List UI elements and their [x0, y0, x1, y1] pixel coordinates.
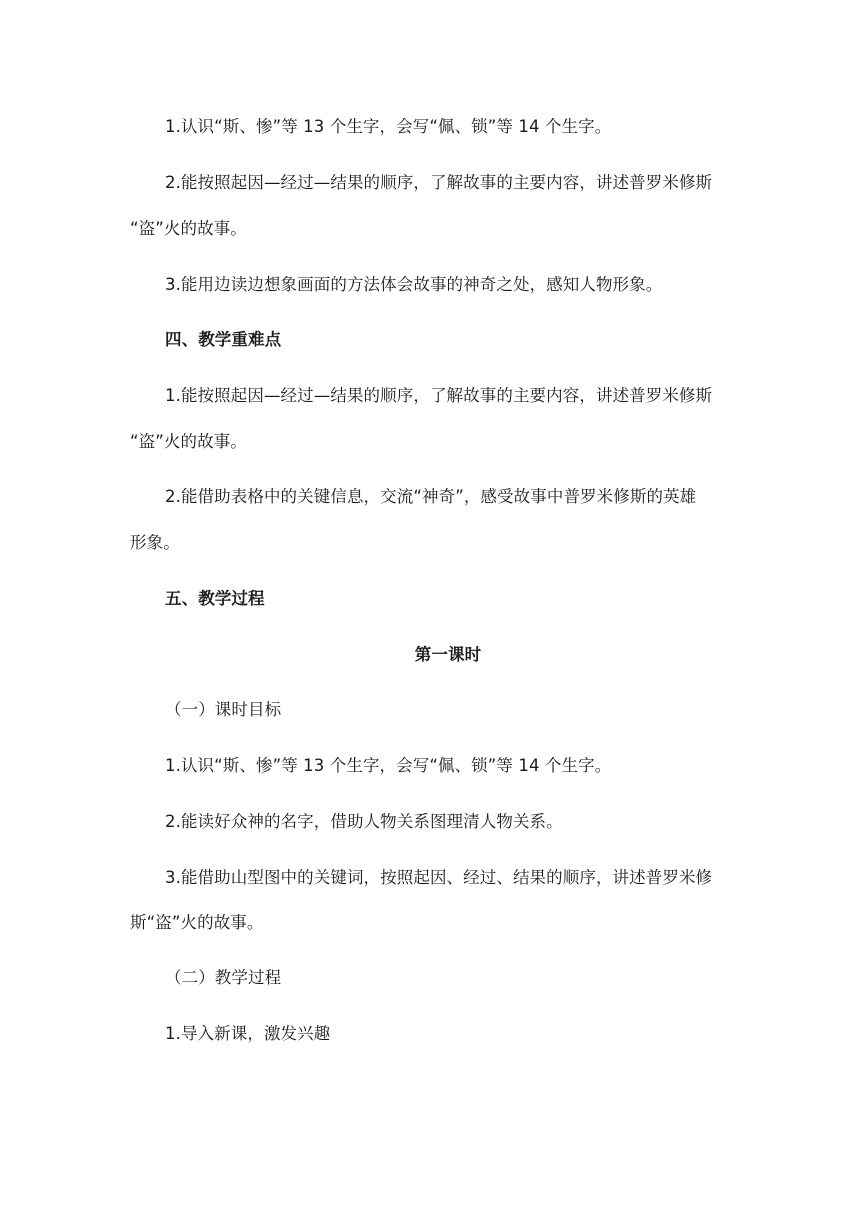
key-point-2-cont: 形象。 — [130, 533, 180, 552]
process-step-1: 1.导入新课，激发兴趣 — [165, 1024, 331, 1043]
goal-3: 3.能借助山型图中的关键词，按照起因、经过、结果的顺序，讲述普罗米修 — [165, 868, 713, 887]
key-point-2: 2.能借助表格中的关键信息，交流“神奇”，感受故事中普罗米修斯的英雄 — [165, 487, 697, 506]
lesson-title: 第一课时 — [414, 645, 482, 664]
objective-1: 1.认识“斯、惨”等 13 个生字，会写“佩、锁”等 14 个生字。 — [165, 117, 612, 136]
objective-2-cont: “盗”火的故事。 — [130, 219, 247, 238]
goal-2: 2.能读好众神的名字，借助人物关系图理清人物关系。 — [165, 812, 563, 831]
key-points-heading: 四、教学重难点 — [165, 330, 282, 349]
key-point-1-cont: “盗”火的故事。 — [130, 432, 247, 451]
sub-heading-goals: （一）课时目标 — [165, 700, 282, 719]
objective-3: 3.能用边读边想象画面的方法体会故事的神奇之处，感知人物形象。 — [165, 275, 663, 294]
key-point-1: 1.能按照起因—经过—结果的顺序，了解故事的主要内容，讲述普罗米修斯 — [165, 386, 713, 405]
process-heading: 五、教学过程 — [165, 589, 265, 608]
sub-heading-process: （二）教学过程 — [165, 968, 282, 987]
objective-2: 2.能按照起因—经过—结果的顺序，了解故事的主要内容，讲述普罗米修斯 — [165, 173, 713, 192]
goal-3-cont: 斯“盗”火的故事。 — [130, 913, 264, 932]
goal-1: 1.认识“斯、惨”等 13 个生字，会写“佩、锁”等 14 个生字。 — [165, 756, 612, 775]
